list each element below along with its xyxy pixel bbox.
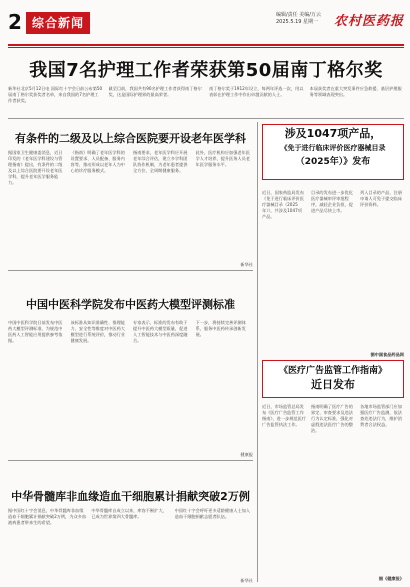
article-author: 新华社 [240,578,253,583]
divider [8,270,253,271]
title-line: 《医疗广告监管工作指南》 [278,366,387,376]
issue-line: 编辑/责任 美编/万云 [276,12,321,18]
text-column: 指南要求，老年医学科应开展老年综合评估，建立多学科团队协作机制，为老年患者提供全方位、全周期健康服务。 [133,150,188,173]
text-column: 指南明确了医疗广告的界定、审查要求及违法行为认定标准，强化对虚假违法医疗广告的整治。 [311,404,353,433]
page-number: 2 [8,10,22,34]
article-author: 健康报 [240,452,253,457]
paper-logo: 农村医药报 [333,14,404,29]
masthead [8,8,404,48]
text-column: 中华骨髓库自成立以来，库容不断扩大，已成为世界第四大骨髓库。 [91,508,167,519]
top-rule [8,44,404,46]
article-title: 有条件的二级及以上综合医院要开设老年医学科 [15,132,246,145]
text-column: 新华社北京5月12日电 国际红十字会日前公布第50届南丁格尔奖获奖者名单，来自我国的7名护理工作者获奖。 [8,86,103,103]
text-column: 近日，国家药监局发布《免于进行临床评价医疗器械目录（2025年）》，共涉及1047项产品。 [262,190,304,219]
title-line: 涉及1047项产品， [284,127,382,140]
text-column: 《指南》明确了老年医学科的设置要求、人员配备、服务内容等，推动形成以老年人为中心的诊疗服务模式。 [70,150,125,173]
text-column: 目录的发布进一步优化医疗器械审评审批程序，减轻企业负担，促进产品尽快上市。 [311,190,353,213]
column-divider [257,122,258,582]
title-line: 近日发布 [311,378,355,391]
text-column: 专家表示，标准的发布有助于提升中医药大模型质量，促进人工智能技术与中医药深度融合。 [133,320,188,343]
article-body [8,150,253,260]
article-title: 中华骨髓库非血缘造血干细胞累计捐献突破2万例 [11,490,250,503]
article-title [262,364,404,392]
article-body [262,190,404,350]
text-column: 截至目前，我国共有90名护理工作者获得南丁格尔奖，这是国际护理界的最高荣誉。 [108,86,202,97]
title-line: （2025年）》发布 [295,157,371,167]
credit-text: 据中国食品药品网 [370,352,404,357]
top-rule-thin [8,47,404,48]
text-column: 本届获奖者在重大突发事件应急救援、基层护理服务等领域表现突出。 [309,86,402,97]
text-column: 据国家卫生健康委消息，近日印发的《老年医学科建设与管理指南》提出，有条件的二级及以上综合医院要开设老年医学科，提升老年医学服务能力。 [8,150,63,185]
article-body [262,404,404,574]
article-credit [262,576,404,582]
divider [8,118,404,119]
main-headline: 我国7名护理工作者荣获第50届南丁格尔奖 [29,60,383,81]
text-column: 中国红十字会呼吁更多适龄健康人士加入造血干细胞捐献志愿者队伍。 [174,508,251,519]
text-column: 该标准从知识准确性、推理能力、安全性等维度对中医药大模型进行系统评价，推动行业健康发展。 [70,320,125,343]
text-column: 列入目录的产品，注册申请人可免于提交临床评价资料。 [360,190,402,207]
text-column: 下一步，将持续完善评测体系，服务中医药传承创新发展。 [195,320,246,337]
section-tag: 综合新闻 [26,12,90,34]
article-title: 中国中医科学院发布中医药大模型评测标准 [26,298,235,311]
lead-article-body [8,86,404,114]
article-credit [262,352,404,358]
article-body [8,508,253,576]
title-line: 《免于进行临床评价医疗器械目录 [280,144,386,152]
article-author: 新华社 [240,262,253,267]
text-column: 各地市场监管部门应加强医疗广告监测，依法查处违法行为，维护消费者合法权益。 [360,404,402,427]
text-column: 中国中医科学院日前发布中医药大模型评测标准，为规范中医药人工智能应用提供参考依据。 [8,320,63,343]
article-title [262,127,404,169]
text-column: 近日，市场监管总局发布《医疗广告监管工作指南》，进一步规范医疗广告监管执法工作。 [262,404,306,427]
issue-line: 2025.5.19 星期一 [276,19,319,25]
credit-text: 据《健康报》 [378,576,404,581]
article-body [8,320,253,420]
divider [8,460,253,461]
text-column: 据中国红十字会消息，中华骨髓库非血缘造血干细胞累计捐献突破2万例，为众多血液病患者带来生的希望。 [8,508,87,525]
text-column: 南丁格尔奖于1912年设立，每两年评选一次，用以表彰在护理工作中作出卓越贡献的人士。 [209,86,304,97]
text-column: 此外，医疗机构应加强老年医学人才培养，提升医务人员老年医学服务水平。 [195,150,250,167]
